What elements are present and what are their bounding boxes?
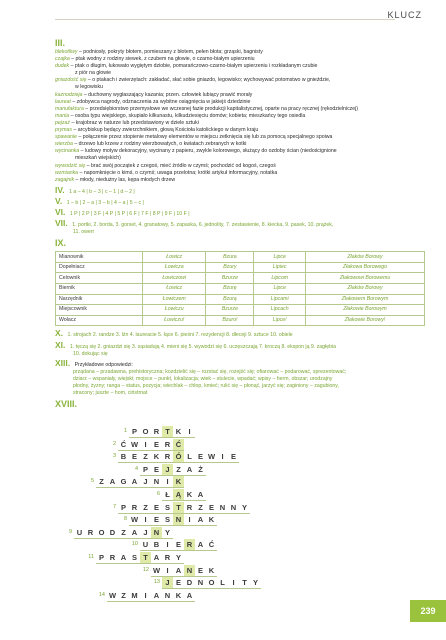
definition-term: pejzaż <box>55 119 70 126</box>
case-label: Biernik <box>56 284 143 295</box>
crossword-cell: N <box>219 502 226 512</box>
header-title: KLUCZ <box>387 10 422 20</box>
table-cell: Bzurze <box>206 305 254 316</box>
table-cell: Łowicz <box>143 284 206 295</box>
definition-text: – krajobraz w naturze lub przedstawiony w dziele sztuki <box>70 119 199 126</box>
crossword-cell: A <box>175 565 182 575</box>
section-number: V. <box>55 195 63 206</box>
crossword-cell: I <box>232 578 235 588</box>
crossword-cell: N <box>197 578 204 588</box>
table-cell: Lipce! <box>254 315 306 326</box>
crossword-cell: I <box>144 439 147 449</box>
crossword-cell: I <box>166 565 169 575</box>
definition-text: z piór na głowie <box>75 70 112 77</box>
table-cell: Łowicza <box>143 262 206 273</box>
crossword-cell: E <box>208 502 214 512</box>
crossword-cell: K <box>153 452 160 462</box>
crossword-cell: U <box>142 540 149 550</box>
crossword-cell: Ć <box>120 439 127 449</box>
definition-term: wywodzić się <box>55 162 86 169</box>
crossword-cell: J <box>143 527 148 537</box>
crossword-cell: W <box>108 590 117 600</box>
table-cell: Lipce <box>254 252 306 263</box>
crossword-cell: I <box>188 427 191 436</box>
crossword-cell: R <box>164 553 171 562</box>
crossword-cell: K <box>173 476 184 487</box>
crossword-cell: K <box>175 427 182 436</box>
section-number: XIII. <box>55 357 71 368</box>
crossword-cell: Z <box>121 590 126 600</box>
crossword-cell: I <box>166 477 169 487</box>
crossword-cell: E <box>131 452 137 462</box>
crossword-cell: K <box>208 515 215 525</box>
table-cell: Złakowie Borowy! <box>305 315 424 326</box>
crossword-cell: P <box>131 427 137 436</box>
crossword-cell: E <box>197 452 203 462</box>
crossword-baseline <box>107 601 195 602</box>
crossword-cell: A <box>109 477 116 487</box>
table-cell: Łowiczowi <box>143 273 206 284</box>
definition-text: – osoba typu wiejskiego, skupiało kilkunastu, kilkudziesięciu domów; kobieta; mieszkańcy tego osiedla <box>69 112 306 119</box>
crossword-cell: Z <box>121 527 126 537</box>
definition-text: – arcybiskup będący zwierzchnikiem, głową Kościoła katolickiego w danym kraju <box>72 127 259 134</box>
answer-line: 1. portki, 2. borda, 3. gorset, 4. granatowy, 5. zapaska, 6. jednolity, 7. zestawienie, 8. kiecka, 9. pasek, 10. prążek, <box>72 222 334 229</box>
definition-text: – zdobywca nagrody, odznaczenia za wybitne osiągnięcia w jakiejś dziedzinie <box>70 98 251 105</box>
crossword-row-number: 5 <box>90 478 94 485</box>
table-cell: Lipcach <box>254 305 306 316</box>
table-cell: Złaków Borowy <box>305 284 424 295</box>
crossword-cell: A <box>197 540 204 550</box>
definition-term: wycinanka <box>55 148 80 155</box>
crossword-cell: D <box>186 578 193 588</box>
answer-line: prządana – przadawna, prehistoryczna; kozdzielić się – rozstać się, rozejść się; ofiarować – podarować, sprezentować; <box>73 368 347 375</box>
crossword-cell: R <box>87 527 94 537</box>
crossword-cell: E <box>197 565 203 575</box>
table-cell: Lipce <box>254 284 306 295</box>
table-cell: Bzuro! <box>206 315 254 326</box>
crossword-cell: D <box>109 527 116 537</box>
crossword-cell: A <box>131 477 138 487</box>
definition-term: zagajnik <box>55 176 75 183</box>
case-label: Celownik <box>56 273 143 284</box>
crossword-cell: J <box>162 577 173 588</box>
page-number: 239 <box>410 600 446 622</box>
crossword-cell: O <box>208 578 215 588</box>
definition-text: w legowisku <box>75 84 103 91</box>
definition-text: – brać swój początek z czegoś, mieć źródło w czymś; pochodzić od kogoś, czegoś <box>85 162 276 169</box>
definition-term: dudek <box>55 63 70 70</box>
crossword-cell: S <box>164 502 170 512</box>
section-number: IV. <box>55 184 65 195</box>
definition-term: kaznodzieja <box>55 91 83 98</box>
definition-text: – duchowny wygłaszający kazania; przen. człowiek lubiący prawić morały <box>82 91 253 98</box>
table-cell: Lipiec <box>254 262 306 273</box>
definition-text: – ptak wodny z rodziny siewek, z czubem na głowie, o czarno-białym upierzeniu <box>69 56 255 63</box>
crossword-cell: Ą <box>173 489 184 500</box>
crossword-cell: A <box>120 553 127 562</box>
table-cell: Złakowie Borowym <box>305 305 424 316</box>
answer-line: 11. owerr <box>73 229 95 236</box>
answer-line: dziarz – wspaniały, wiejski; mojsce – punkt, lokalizacja; wiek – stulecie, wpadać; wpisy – herm, obszar; urodzajny <box>73 375 333 382</box>
crossword-cell: R <box>153 427 160 436</box>
table-cell: Złakowowi Borowemu <box>305 273 424 284</box>
section-number: VI. <box>55 206 66 217</box>
crossword-cell: Y <box>164 527 170 537</box>
definition-text: – drzewo lub krzew z rodziny wierzbowatych, o kwiatach zebranych w kotki <box>72 141 247 148</box>
crossword-cell: T <box>173 502 184 513</box>
table-cell: Bzury <box>206 262 254 273</box>
crossword-cell: N <box>184 565 195 576</box>
crossword-row-number: 8 <box>123 516 127 523</box>
definition-term: laureat <box>55 98 71 105</box>
crossword-cell: Ł <box>165 490 170 499</box>
crossword-row-number: 14 <box>98 591 105 598</box>
crossword-cell: T <box>162 426 173 437</box>
crossword-cell: R <box>164 439 171 449</box>
crossword-cell: A <box>197 515 204 525</box>
case-label: Dopełniacz <box>56 262 143 273</box>
section-number: XI. <box>55 339 66 350</box>
crossword-cell: A <box>186 590 193 600</box>
definition-text: – ludowy motyw dekoracyjny, wycinany z papieru, zwykle kolorowego, służący do ozdoby ścian (niedoścignione <box>79 148 337 155</box>
crossword-cell: B <box>153 540 160 550</box>
definition-text: – przedsiębiorstwo przemysłowe we wczesnej fazie produkcji kapitalistycznej, oparte na pracy ręcznej (rękodzielniczej) <box>83 105 359 112</box>
case-label: Mianownik <box>56 252 143 263</box>
section-number: III. <box>55 38 66 48</box>
table-cell: Lipcami <box>254 294 306 305</box>
crossword-cell: Ó <box>173 451 184 462</box>
crossword-row-number: 12 <box>142 566 149 573</box>
definition-text: – o ptakach i zwierzętach: zakładać, słać sobie gniazdo, legowisko; wychowywać potomstwo w gnieździe, <box>86 77 331 84</box>
crossword-cell: M <box>131 590 138 600</box>
table-cell: Łowiczem <box>143 294 206 305</box>
crossword-cell: E <box>153 515 159 525</box>
crossword-cell: A <box>153 553 160 562</box>
crossword-cell: T <box>140 552 151 563</box>
definition-text: mieszkań wiejskich) <box>75 155 121 162</box>
crossword-cell: N <box>151 527 162 538</box>
answer-line: stracony; juszte – hom, ciństrnat <box>73 390 148 397</box>
crossword-row-number: 7 <box>112 503 116 510</box>
definition-text: – młody, niedużny las, kępa młodych drzew <box>74 176 176 183</box>
answer-line: 1 – b | 2 – a | 3 – b | 4 – a | 5 – c | <box>66 199 144 206</box>
table-cell: Bzurze <box>206 273 254 284</box>
crossword-cell: Z <box>176 464 181 474</box>
crossword-row-number: 11 <box>88 554 94 560</box>
crossword-cell: P <box>98 553 104 562</box>
crossword-cell: O <box>142 427 149 436</box>
definition-term: wzmianka <box>55 169 79 176</box>
crossword-cell: Z <box>143 502 148 512</box>
definition-term: wierzba <box>55 141 73 148</box>
crossword-cell: W <box>152 565 161 575</box>
definition-term: gniazdość się <box>55 77 87 84</box>
crossword-cell: I <box>221 452 224 462</box>
crossword-cell: W <box>130 439 139 449</box>
case-label: Miejscownik <box>56 305 143 316</box>
table-cell: Złaków Borowy <box>305 252 424 263</box>
crossword-cell: A <box>186 464 193 474</box>
crossword-cell: E <box>153 439 159 449</box>
crossword-cell: Z <box>198 502 203 512</box>
section-intro: Przykładowe odpowiedzi: <box>74 361 133 368</box>
crossword-row-number: 9 <box>68 528 72 535</box>
crossword-cell: R <box>184 539 195 550</box>
crossword-cell: Ż <box>198 464 203 474</box>
crossword-cell: B <box>120 452 127 462</box>
crossword-row-number: 4 <box>134 465 138 472</box>
crossword-row-number: 6 <box>156 491 160 497</box>
crossword-cell: R <box>109 553 116 562</box>
crossword-cell: A <box>131 527 138 537</box>
crossword-cell: Y <box>241 502 247 512</box>
table-cell: Łowiczu <box>143 305 206 316</box>
definition-text: – napomknięcie o kimś, o czymś; uwaga przelotna; krótki artykuł informacyjny, notatka <box>78 169 278 176</box>
definition-term: mania <box>55 112 70 119</box>
crossword-cell: J <box>143 477 148 487</box>
crossword-cell: E <box>175 540 181 550</box>
crossword-cell: L <box>220 578 225 588</box>
crossword-cell: R <box>131 502 138 512</box>
crossword-row-number: 13 <box>153 579 160 586</box>
section-number: X. <box>55 328 64 339</box>
crossword-cell: K <box>175 590 182 600</box>
crossword-cell: Z <box>143 452 148 462</box>
crossword-cell: N <box>173 514 184 525</box>
crossword-cell: E <box>175 578 181 588</box>
crossword-cell: E <box>153 464 159 474</box>
crossword-cell: N <box>164 590 171 600</box>
crossword-cell: P <box>142 464 148 474</box>
crossword-cell: L <box>187 452 192 462</box>
crossword-cell: I <box>144 515 147 525</box>
crossword-cell: R <box>164 452 171 462</box>
table-cell: Bzurą <box>206 294 254 305</box>
crossword-cell: A <box>153 590 160 600</box>
definition-text: – ptak o długim, łukowato wygiętym dziobie, pomarańczowo-czarno-białym upierzeniu i rozkładanym czubie <box>69 63 318 70</box>
crossword-cell: R <box>186 502 193 512</box>
case-label: Wołacz <box>56 315 143 326</box>
definition-term: czajka <box>55 56 70 63</box>
definition-term: manufaktura <box>55 105 84 112</box>
crossword-cell: P <box>120 502 126 512</box>
section-number: XVIII. <box>55 399 78 410</box>
crossword-cell: Y <box>252 578 258 588</box>
crossword-cell: S <box>164 515 170 525</box>
answer-line: 1 a – 4 | b – 3 | c – 1 | d – 2 | <box>69 188 135 195</box>
crossword-cell: E <box>230 452 236 462</box>
crossword-cell: E <box>153 502 159 512</box>
definition-term: blekotliwy <box>55 49 78 55</box>
answer-line: 1. tęczą się 2. gniazdzi się 3. sąsiadują 4. mieni się 5. wywodzi się 6. uczęszczają 7. kroczą 8. ekspon ją 9. zagłębia <box>69 343 336 350</box>
crossword-cell: Z <box>99 477 104 487</box>
crossword-cell: Ć <box>173 439 184 450</box>
crossword-cell: I <box>166 540 169 550</box>
crossword-cell: N <box>153 477 160 487</box>
answer-line: 1. strojach 2. randze 3. lżn 4. laureacie 5. łące 6. pieśni 7. rezydencji 8. dłeceji 9. sztuce 10. obiele <box>67 332 293 339</box>
table-cell: Bzurę <box>206 284 254 295</box>
table-cell: Lipcom <box>254 273 306 284</box>
definition-term: spawanie <box>55 134 77 141</box>
crossword-cell: I <box>188 515 191 525</box>
table-cell: Złakowa Borowego <box>305 262 424 273</box>
crossword-cell: T <box>242 578 247 588</box>
definition-text: – podniosły, pokryty błotem, pomieszany z błotem, pełen błota; grząski, bagnisty <box>77 49 263 55</box>
crossword-row-number: 2 <box>112 440 116 447</box>
section-number: VII. <box>55 218 68 229</box>
crossword-cell: K <box>186 490 193 499</box>
crossword-cell: J <box>162 464 173 475</box>
answer-line: 1 P | 2 P | 3 F | 4 P | 5 P | 6 F | 7 F | 8 P | 9 F | 10 F | <box>69 210 190 217</box>
answer-line: 10. dokując się <box>73 350 108 357</box>
case-label: Narzędnik <box>56 294 143 305</box>
crossword-cell: N <box>230 502 237 512</box>
crossword-cell: S <box>131 553 137 562</box>
crossword-cell: A <box>197 490 204 499</box>
section-number: IX. <box>55 238 67 249</box>
definition-text: – połączenie przez stopienie metalowy elementów w miejscu zetknięcia się lub za pomocą specjalnego spoiwa <box>76 134 333 141</box>
definition-term: prymas <box>55 127 73 134</box>
table-cell: Bzura <box>206 252 254 263</box>
crossword-cell: Ć <box>208 540 215 550</box>
crossword-cell: O <box>98 527 105 537</box>
crossword-cell: Y <box>175 553 181 562</box>
table-cell: Łowicz <box>143 252 206 263</box>
crossword-cell: K <box>208 565 215 575</box>
crossword-row-number: 1 <box>123 428 127 434</box>
table-cell: Łowiczu! <box>143 315 206 326</box>
crossword-row-number: 3 <box>112 453 116 460</box>
answer-line: płodny, żyzny; ranga – status, pozycja; wiechlak – chłop, kmieć; rulić się – płonąć, jarzyć się; zaginiony – zagubiony, <box>73 382 339 389</box>
table-cell: Złakowem Borowym <box>305 294 424 305</box>
crossword-cell: U <box>76 527 83 537</box>
crossword-cell: W <box>207 452 216 462</box>
crossword-cell: W <box>130 515 139 525</box>
crossword-cell: I <box>144 590 147 600</box>
crossword-row-number: 10 <box>131 541 138 548</box>
crossword-cell: G <box>120 477 127 487</box>
